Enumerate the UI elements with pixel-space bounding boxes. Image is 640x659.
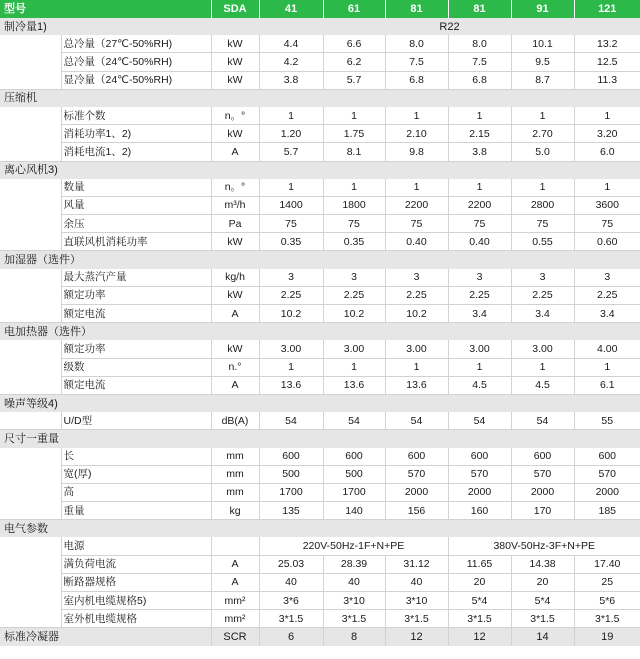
row-indent xyxy=(0,143,61,161)
row-value: 2.70 xyxy=(511,125,574,143)
row-name: 额定电流 xyxy=(61,376,211,394)
footer-value: 8 xyxy=(323,628,385,646)
section-header xyxy=(0,251,640,269)
row-value: 31.12 xyxy=(385,555,448,573)
row-value: 3*1.5 xyxy=(385,610,448,628)
table-row xyxy=(0,537,640,555)
row-unit: A xyxy=(211,143,259,161)
row-value: 3*1.5 xyxy=(574,610,640,628)
row-value: 8.1 xyxy=(323,143,385,161)
row-name: 总冷量（24℃-50%RH) xyxy=(61,53,211,71)
row-indent xyxy=(0,107,61,125)
row-name: 额定功率 xyxy=(61,340,211,358)
row-unit: A xyxy=(211,573,259,591)
row-value: 1 xyxy=(385,107,448,125)
section-title: 电气参数 xyxy=(0,520,640,538)
row-value: 2200 xyxy=(448,196,511,214)
section-title: 制冷量1) xyxy=(0,18,259,35)
row-unit: kg xyxy=(211,502,259,520)
row-value: 185 xyxy=(574,502,640,520)
row-name: 室外机电缆规格 xyxy=(61,610,211,628)
section-title: 噪声等级4) xyxy=(0,394,640,412)
section-header xyxy=(0,161,640,179)
row-unit: A xyxy=(211,305,259,323)
row-name: 额定电流 xyxy=(61,305,211,323)
table-row xyxy=(0,125,640,143)
row-value: 0.40 xyxy=(385,233,448,251)
section-header xyxy=(0,18,640,35)
row-value: 2000 xyxy=(385,483,448,501)
row-name: 室内机电缆规格5) xyxy=(61,592,211,610)
section-header xyxy=(0,520,640,538)
row-indent xyxy=(0,537,61,555)
table-row xyxy=(0,502,640,520)
row-value: 1.75 xyxy=(323,125,385,143)
power-spec-1phase: 220V-50Hz-1F+N+PE xyxy=(259,537,448,555)
row-unit: m³/h xyxy=(211,196,259,214)
row-value: 9.5 xyxy=(511,53,574,71)
table-row xyxy=(0,286,640,304)
row-value: 1 xyxy=(511,179,574,197)
row-value: 6.0 xyxy=(574,143,640,161)
row-value: 3.00 xyxy=(511,340,574,358)
row-unit: mm xyxy=(211,483,259,501)
row-value: 1 xyxy=(259,358,323,376)
row-value: 7.5 xyxy=(448,53,511,71)
table-row xyxy=(0,340,640,358)
row-value: 13.6 xyxy=(385,376,448,394)
row-value: 140 xyxy=(323,502,385,520)
row-name: 长 xyxy=(61,448,211,466)
row-unit: dB(A) xyxy=(211,412,259,430)
footer-value: 19 xyxy=(574,628,640,646)
row-value: 570 xyxy=(574,465,640,483)
row-value: 5.7 xyxy=(323,71,385,89)
row-name: 最大蒸汽产量 xyxy=(61,269,211,287)
row-value: 1700 xyxy=(259,483,323,501)
footer-value: 12 xyxy=(385,628,448,646)
row-value: 570 xyxy=(511,465,574,483)
section-header xyxy=(0,89,640,107)
table-row xyxy=(0,107,640,125)
row-value: 8.7 xyxy=(511,71,574,89)
row-value: 160 xyxy=(448,502,511,520)
row-indent xyxy=(0,555,61,573)
row-indent xyxy=(0,340,61,358)
section-title: 压缩机 xyxy=(0,89,640,107)
row-value: 3.00 xyxy=(323,340,385,358)
row-unit: A xyxy=(211,555,259,573)
row-value: 1 xyxy=(574,179,640,197)
row-value: 55 xyxy=(574,412,640,430)
section-title: 尺寸一重量 xyxy=(0,430,640,448)
row-unit: n。° xyxy=(211,179,259,197)
row-value: 20 xyxy=(511,573,574,591)
row-indent xyxy=(0,610,61,628)
row-unit: kW xyxy=(211,286,259,304)
row-value: 5*4 xyxy=(511,592,574,610)
row-value: 5*4 xyxy=(448,592,511,610)
row-unit: kW xyxy=(211,125,259,143)
row-value: 6.8 xyxy=(448,71,511,89)
row-value: 2.25 xyxy=(385,286,448,304)
row-unit: mm² xyxy=(211,592,259,610)
row-value: 3 xyxy=(385,269,448,287)
row-value: 2000 xyxy=(448,483,511,501)
row-value: 3 xyxy=(259,269,323,287)
row-unit: kg/h xyxy=(211,269,259,287)
section-refrigerant: R22 xyxy=(259,18,640,35)
table-row xyxy=(0,376,640,394)
row-value: 600 xyxy=(385,448,448,466)
row-indent xyxy=(0,233,61,251)
row-value: 54 xyxy=(385,412,448,430)
row-value: 6.8 xyxy=(385,71,448,89)
row-name: 消耗电流1、2) xyxy=(61,143,211,161)
row-value: 2.25 xyxy=(323,286,385,304)
footer-row xyxy=(0,628,640,646)
row-unit: mm xyxy=(211,465,259,483)
row-value: 600 xyxy=(259,448,323,466)
row-value: 1 xyxy=(259,179,323,197)
row-value: 5.0 xyxy=(511,143,574,161)
table-row xyxy=(0,465,640,483)
row-value: 3*6 xyxy=(259,592,323,610)
row-value: 3.8 xyxy=(259,71,323,89)
row-unit: kW xyxy=(211,71,259,89)
row-value: 54 xyxy=(448,412,511,430)
table-row xyxy=(0,412,640,430)
row-value: 3.00 xyxy=(385,340,448,358)
row-value: 3.8 xyxy=(448,143,511,161)
row-value: 135 xyxy=(259,502,323,520)
row-value: 40 xyxy=(259,573,323,591)
row-value: 13.6 xyxy=(323,376,385,394)
row-value: 75 xyxy=(511,215,574,233)
row-value: 1 xyxy=(323,107,385,125)
row-value: 25 xyxy=(574,573,640,591)
row-value: 2000 xyxy=(511,483,574,501)
table-row xyxy=(0,35,640,53)
row-value: 10.1 xyxy=(511,35,574,53)
row-value: 600 xyxy=(574,448,640,466)
row-value: 8.0 xyxy=(448,35,511,53)
row-value: 11.65 xyxy=(448,555,511,573)
row-name: 直联风机消耗功率 xyxy=(61,233,211,251)
table-header xyxy=(0,0,640,18)
table-row xyxy=(0,196,640,214)
row-value: 75 xyxy=(385,215,448,233)
header-model: 61 xyxy=(323,0,385,18)
row-value: 4.4 xyxy=(259,35,323,53)
row-value: 6.2 xyxy=(323,53,385,71)
row-unit xyxy=(211,537,259,555)
row-value: 40 xyxy=(323,573,385,591)
row-value: 2800 xyxy=(511,196,574,214)
header-model: 81 xyxy=(385,0,448,18)
row-indent xyxy=(0,286,61,304)
row-value: 10.2 xyxy=(385,305,448,323)
table-row xyxy=(0,448,640,466)
row-value: 54 xyxy=(259,412,323,430)
row-indent xyxy=(0,71,61,89)
table-row xyxy=(0,143,640,161)
header-model: 91 xyxy=(511,0,574,18)
table-row xyxy=(0,269,640,287)
row-name: 消耗功率1、2) xyxy=(61,125,211,143)
row-name: U/D型 xyxy=(61,412,211,430)
row-name: 重量 xyxy=(61,502,211,520)
row-value: 4.5 xyxy=(511,376,574,394)
row-value: 0.35 xyxy=(259,233,323,251)
row-value: 3 xyxy=(511,269,574,287)
table-row xyxy=(0,305,640,323)
row-value: 3 xyxy=(574,269,640,287)
row-value: 600 xyxy=(448,448,511,466)
row-indent xyxy=(0,502,61,520)
row-value: 0.55 xyxy=(511,233,574,251)
row-value: 3600 xyxy=(574,196,640,214)
row-value: 1 xyxy=(323,179,385,197)
row-indent xyxy=(0,448,61,466)
row-indent xyxy=(0,592,61,610)
row-value: 2000 xyxy=(574,483,640,501)
header-model-prefix: SDA xyxy=(211,0,259,18)
footer-unit: SCR xyxy=(211,628,259,646)
row-value: 75 xyxy=(574,215,640,233)
row-value: 6.6 xyxy=(323,35,385,53)
row-value: 5.7 xyxy=(259,143,323,161)
row-unit: mm xyxy=(211,448,259,466)
row-value: 5*6 xyxy=(574,592,640,610)
row-indent xyxy=(0,196,61,214)
row-indent xyxy=(0,305,61,323)
table-row xyxy=(0,179,640,197)
row-value: 600 xyxy=(323,448,385,466)
row-value: 1800 xyxy=(323,196,385,214)
row-value: 1 xyxy=(574,358,640,376)
header-type-label: 型号 xyxy=(0,0,211,18)
row-name: 数量 xyxy=(61,179,211,197)
row-value: 1700 xyxy=(323,483,385,501)
section-title: 电加热器（选件） xyxy=(0,323,640,341)
row-value: 17.40 xyxy=(574,555,640,573)
row-value: 2200 xyxy=(385,196,448,214)
row-unit: n.° xyxy=(211,358,259,376)
power-spec-3phase: 380V-50Hz-3F+N+PE xyxy=(448,537,640,555)
header-model: 41 xyxy=(259,0,323,18)
row-value: 2.25 xyxy=(511,286,574,304)
footer-value: 12 xyxy=(448,628,511,646)
row-value: 11.3 xyxy=(574,71,640,89)
row-unit: kW xyxy=(211,53,259,71)
row-value: 3*1.5 xyxy=(448,610,511,628)
row-value: 10.2 xyxy=(259,305,323,323)
row-value: 3.4 xyxy=(511,305,574,323)
row-indent xyxy=(0,376,61,394)
row-unit: Pa xyxy=(211,215,259,233)
row-value: 25.03 xyxy=(259,555,323,573)
row-value: 1 xyxy=(511,107,574,125)
row-indent xyxy=(0,358,61,376)
row-name: 风量 xyxy=(61,196,211,214)
row-indent xyxy=(0,215,61,233)
row-name: 总冷量（27℃-50%RH) xyxy=(61,35,211,53)
row-value: 1 xyxy=(385,358,448,376)
row-indent xyxy=(0,483,61,501)
table-row xyxy=(0,592,640,610)
section-title: 离心风机3) xyxy=(0,161,640,179)
table-row xyxy=(0,215,640,233)
table-row xyxy=(0,71,640,89)
row-value: 4.2 xyxy=(259,53,323,71)
row-value: 0.60 xyxy=(574,233,640,251)
row-value: 3*10 xyxy=(385,592,448,610)
footer-value: 6 xyxy=(259,628,323,646)
row-value: 1400 xyxy=(259,196,323,214)
row-name: 满负荷电流 xyxy=(61,555,211,573)
row-value: 4.5 xyxy=(448,376,511,394)
row-value: 3 xyxy=(323,269,385,287)
table-row xyxy=(0,233,640,251)
row-value: 3*1.5 xyxy=(323,610,385,628)
table-row xyxy=(0,555,640,573)
table-row xyxy=(0,610,640,628)
row-value: 3.00 xyxy=(448,340,511,358)
row-value: 9.8 xyxy=(385,143,448,161)
row-value: 1 xyxy=(511,358,574,376)
row-value: 40 xyxy=(385,573,448,591)
row-value: 75 xyxy=(448,215,511,233)
row-value: 75 xyxy=(259,215,323,233)
row-name: 电源 xyxy=(61,537,211,555)
row-value: 14.38 xyxy=(511,555,574,573)
table-row xyxy=(0,358,640,376)
footer-value: 14 xyxy=(511,628,574,646)
section-header xyxy=(0,394,640,412)
row-value: 13.6 xyxy=(259,376,323,394)
row-value: 3*10 xyxy=(323,592,385,610)
row-value: 1 xyxy=(259,107,323,125)
row-value: 75 xyxy=(323,215,385,233)
row-value: 600 xyxy=(511,448,574,466)
row-value: 1 xyxy=(385,179,448,197)
row-indent xyxy=(0,179,61,197)
row-indent xyxy=(0,573,61,591)
row-value: 4.00 xyxy=(574,340,640,358)
row-value: 3.20 xyxy=(574,125,640,143)
row-name: 高 xyxy=(61,483,211,501)
row-unit: n。° xyxy=(211,107,259,125)
row-unit: kW xyxy=(211,233,259,251)
row-value: 1 xyxy=(574,107,640,125)
row-name: 额定功率 xyxy=(61,286,211,304)
row-value: 2.25 xyxy=(448,286,511,304)
row-value: 12.5 xyxy=(574,53,640,71)
row-name: 级数 xyxy=(61,358,211,376)
row-value: 1 xyxy=(448,107,511,125)
row-value: 1.20 xyxy=(259,125,323,143)
row-value: 3 xyxy=(448,269,511,287)
row-unit: kW xyxy=(211,340,259,358)
row-name: 宽(厚) xyxy=(61,465,211,483)
table-row xyxy=(0,483,640,501)
footer-name: 标准冷凝器 xyxy=(0,628,211,646)
row-value: 28.39 xyxy=(323,555,385,573)
row-value: 3*1.5 xyxy=(259,610,323,628)
row-name: 标准个数 xyxy=(61,107,211,125)
row-indent xyxy=(0,125,61,143)
row-name: 显冷量（24℃-50%RH) xyxy=(61,71,211,89)
row-value: 1 xyxy=(448,358,511,376)
row-value: 3.4 xyxy=(574,305,640,323)
row-value: 500 xyxy=(323,465,385,483)
row-unit: kW xyxy=(211,35,259,53)
row-value: 13.2 xyxy=(574,35,640,53)
row-value: 10.2 xyxy=(323,305,385,323)
row-indent xyxy=(0,35,61,53)
row-indent xyxy=(0,269,61,287)
row-value: 0.35 xyxy=(323,233,385,251)
table-row xyxy=(0,53,640,71)
row-value: 54 xyxy=(511,412,574,430)
header-model: 81 xyxy=(448,0,511,18)
row-value: 170 xyxy=(511,502,574,520)
row-value: 8.0 xyxy=(385,35,448,53)
row-indent xyxy=(0,412,61,430)
row-value: 6.1 xyxy=(574,376,640,394)
section-header xyxy=(0,323,640,341)
row-value: 3.4 xyxy=(448,305,511,323)
row-value: 2.15 xyxy=(448,125,511,143)
row-value: 7.5 xyxy=(385,53,448,71)
header-model: 121 xyxy=(574,0,640,18)
section-title: 加湿器（选件） xyxy=(0,251,640,269)
row-value: 3*1.5 xyxy=(511,610,574,628)
row-value: 1 xyxy=(323,358,385,376)
row-value: 0.40 xyxy=(448,233,511,251)
row-value: 3.00 xyxy=(259,340,323,358)
row-indent xyxy=(0,53,61,71)
table-row xyxy=(0,573,640,591)
row-value: 1 xyxy=(448,179,511,197)
row-value: 20 xyxy=(448,573,511,591)
row-value: 2.25 xyxy=(574,286,640,304)
row-value: 156 xyxy=(385,502,448,520)
row-value: 570 xyxy=(385,465,448,483)
row-name: 余压 xyxy=(61,215,211,233)
row-value: 570 xyxy=(448,465,511,483)
row-name: 断路器规格 xyxy=(61,573,211,591)
row-value: 500 xyxy=(259,465,323,483)
section-header xyxy=(0,430,640,448)
row-unit: mm² xyxy=(211,610,259,628)
row-unit: A xyxy=(211,376,259,394)
row-value: 54 xyxy=(323,412,385,430)
row-indent xyxy=(0,465,61,483)
row-value: 2.10 xyxy=(385,125,448,143)
row-value: 2.25 xyxy=(259,286,323,304)
